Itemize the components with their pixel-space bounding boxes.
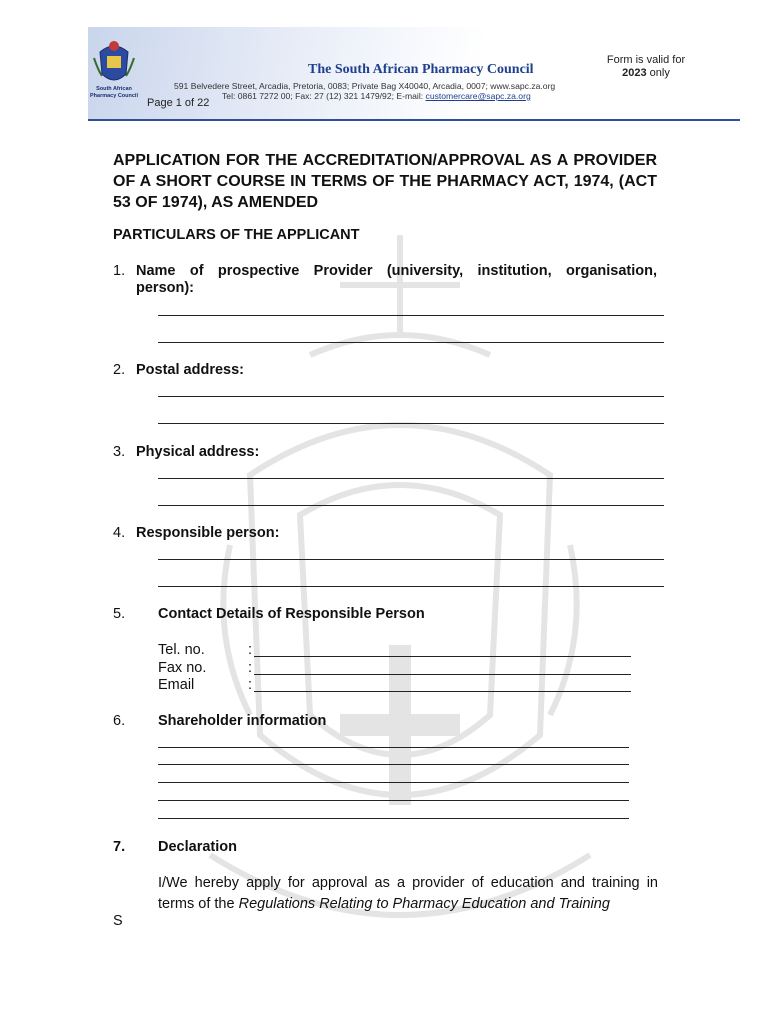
document-title: APPLICATION FOR THE ACCREDITATION/APPROVAL AS A PROVIDER OF A SHORT COURSE IN TERMS OF THE PHARMACY ACT, 1974, (ACT 53 OF 1974), AS AMENDED bbox=[113, 152, 657, 211]
answer-line[interactable] bbox=[158, 505, 664, 506]
question-label-shareholder-info: Shareholder information bbox=[158, 713, 327, 729]
council-logo bbox=[90, 34, 138, 102]
section-heading: PARTICULARS OF THE APPLICANT bbox=[113, 227, 360, 243]
council-address: 591 Belvedere Street, Arcadia, Pretoria, 0083; Private Bag X40040, Arcadia, 0007; www.sapc.za.org bbox=[174, 81, 556, 91]
question-label-contact-details: Contact Details of Responsible Person bbox=[158, 606, 425, 622]
svg-text:South African: South African bbox=[96, 86, 132, 92]
tel-field[interactable] bbox=[254, 656, 631, 657]
question-number: 4. bbox=[113, 525, 126, 541]
answer-line[interactable] bbox=[158, 800, 629, 801]
question-label-physical-address: Physical address: bbox=[136, 444, 260, 460]
answer-line[interactable] bbox=[158, 478, 664, 479]
contact-line-prefix: Tel: 0861 7272 00; Fax: 27 (12) 321 1479/92; E-mail: bbox=[222, 91, 426, 101]
question-label-responsible-person: Responsible person: bbox=[136, 525, 280, 541]
trailing-letter: S bbox=[113, 913, 123, 929]
question-number: 1. bbox=[113, 263, 126, 279]
answer-line[interactable] bbox=[158, 559, 664, 560]
question-number: 3. bbox=[113, 444, 126, 460]
question-number: 7. bbox=[113, 839, 126, 855]
contact-email-link[interactable]: customercare@sapc.za.org bbox=[425, 91, 531, 101]
declaration-text-start: I/We hereby apply for approval as a provider of education and training in terms of the bbox=[158, 875, 658, 912]
answer-line[interactable] bbox=[158, 747, 629, 748]
validity-line1: Form is valid for bbox=[606, 54, 686, 66]
question-number: 6. bbox=[113, 713, 126, 729]
email-field[interactable] bbox=[254, 691, 631, 692]
answer-line[interactable] bbox=[158, 782, 629, 783]
answer-line[interactable] bbox=[158, 818, 629, 819]
answer-line[interactable] bbox=[158, 423, 664, 424]
question-number: 5. bbox=[113, 606, 126, 622]
answer-line[interactable] bbox=[158, 396, 664, 397]
email-label: Email bbox=[158, 677, 195, 693]
tel-label: Tel. no. bbox=[158, 642, 205, 658]
question-label-provider-name: Name of prospective Provider (university, institution, organisation, bbox=[136, 263, 657, 279]
declaration-regulations-title: Regulations Relating to Pharmacy Education and Training bbox=[238, 896, 610, 912]
question-label-provider-name-cont: person): bbox=[136, 280, 194, 296]
svg-text:Pharmacy Council: Pharmacy Council bbox=[90, 93, 138, 99]
validity-suffix: only bbox=[646, 67, 670, 79]
validity-year: 2023 bbox=[622, 67, 647, 79]
council-name: The South African Pharmacy Council bbox=[308, 62, 534, 77]
answer-line[interactable] bbox=[158, 764, 629, 765]
fax-label: Fax no. bbox=[158, 660, 207, 676]
answer-line[interactable] bbox=[158, 586, 664, 587]
question-label-postal-address: Postal address: bbox=[136, 362, 244, 378]
question-number: 2. bbox=[113, 362, 126, 378]
fax-colon: : bbox=[248, 660, 253, 676]
validity-note bbox=[598, 54, 694, 80]
crest-watermark bbox=[190, 215, 610, 965]
page-indicator: Page 1 of 22 bbox=[147, 97, 210, 109]
answer-line[interactable] bbox=[158, 342, 664, 343]
letterhead-rule bbox=[88, 119, 740, 121]
email-colon: : bbox=[248, 677, 253, 693]
tel-colon: : bbox=[248, 642, 253, 658]
answer-line[interactable] bbox=[158, 315, 664, 316]
fax-field[interactable] bbox=[254, 674, 631, 675]
question-label-declaration: Declaration bbox=[158, 839, 237, 855]
declaration-text bbox=[158, 873, 658, 915]
validity-line2 bbox=[598, 67, 694, 80]
council-contact bbox=[222, 91, 531, 101]
